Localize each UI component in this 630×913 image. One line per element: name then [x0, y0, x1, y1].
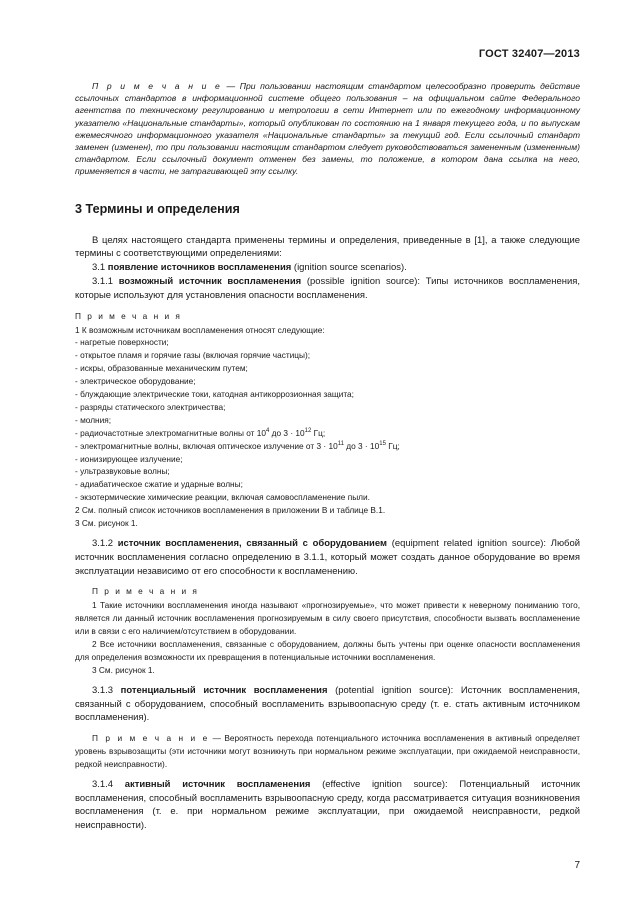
- notes-label: П р и м е ч а н и я: [92, 586, 199, 597]
- list-item: - искры, образованные механическим путем;: [75, 363, 248, 374]
- exponent: 4: [265, 428, 270, 434]
- term-name: источник воспламенения, связанный с оборудованием: [117, 538, 387, 550]
- list-item-optic: [75, 440, 580, 453]
- exponent: 11: [337, 440, 344, 447]
- note-3: [75, 732, 580, 771]
- list-item: - адиабатическое сжатие и ударные волны;: [75, 479, 243, 490]
- list-item: - нагретые поверхности;: [75, 337, 169, 348]
- list-item: - молния;: [75, 414, 112, 425]
- document-code: ГОСТ 32407—2013: [478, 48, 580, 60]
- page-number: 7: [574, 860, 580, 871]
- exponent: 12: [304, 428, 312, 434]
- section-title: 3 Термины и определения: [75, 201, 240, 216]
- list-item: - ионизирующее излучение;: [75, 453, 183, 464]
- list-item: - открытое пламя и горячие газы (включая горячие частицы);: [75, 350, 311, 361]
- term-number: 3.1.3: [92, 684, 121, 696]
- note-label: П р и м е ч а н и е: [92, 733, 210, 744]
- text-part: до 3 · 10: [269, 427, 305, 438]
- term-name: потенциальный источник воспламенения: [120, 684, 328, 696]
- note-label: П р и м е ч а н и е: [92, 81, 222, 91]
- text-part: - электромагнитные волны, включая оптическое излучение от 3 · 10: [75, 440, 338, 451]
- text-part: Гц;: [385, 440, 400, 451]
- term-3-1-1: [75, 275, 580, 303]
- list-item: - ультразвуковые волны;: [75, 466, 170, 477]
- list-item: - разряды статического электричества;: [75, 401, 226, 412]
- exponent: 15: [379, 440, 386, 447]
- list-item: - экзотермические химические реакции, включая самовоспламенение пыли.: [75, 492, 370, 503]
- term-3-1-2: [75, 537, 580, 578]
- page-content: [75, 80, 580, 833]
- term-3-1-4: [75, 778, 580, 833]
- text-part: до 3 · 10: [343, 440, 380, 451]
- note-item: 2 См. полный список источников воспламенения в приложении В и таблице В.1.: [75, 505, 386, 516]
- term-definition: (ignition source scenarios).: [291, 262, 407, 274]
- term-definition: (possible ignition source): Типы источников воспламенения, которые используют для установления опасности воспламенения.: [75, 276, 580, 301]
- note-item: 1 Такие источники воспламенения иногда называют «прогнозируемые», что может привести к неверному пониманию того, является ли данный источник воспламенения прогнозируемым в силу своего присутствия, способности вызвать воспламенение или в связи с его наличием/отсутствием в оборудовании.: [75, 600, 580, 637]
- note-item: 3 См. рисунок 1.: [75, 518, 138, 529]
- term-name: активный источник воспламенения: [124, 778, 311, 790]
- list-item-radio: [75, 427, 580, 440]
- note-item: 1 К возможным источникам воспламенения относят следующие:: [75, 324, 325, 335]
- text-part: Гц;: [311, 427, 326, 438]
- note-text: — При пользовании настоящим стандартом целесообразно проверить действие ссылочных стандартов в информационной системе общего пользования – на официальном сайте Федерального агентства по техническому регулированию и метрологии в сети Интернет или по ежегодному информационному указателю «Национальные стандарты», который опубликован по состоянию на 1 января текущего года, и по выпускам ежемесячного информационного указателя «Национальные стандарты» за текущий год. Если ссылочный стандарт заменен (изменен), то при пользовании настоящим стандартом следует руководствоваться замененным (измененным) стандартом. Если ссылочный документ отменен без замены, то положение, в котором дана ссылка на него, применяется в части, не затрагивающей эту ссылку.: [75, 81, 580, 177]
- intro-paragraph: В целях настоящего стандарта применены термины и определения, приведенные в [1], а также следующие термины с соответствующими определениями:: [75, 234, 580, 260]
- list-item: - блуждающие электрические токи, катодная антикоррозионная защита;: [75, 389, 354, 400]
- term-number: 3.1.4: [92, 778, 125, 790]
- term-name: появление источников воспламенения: [107, 262, 292, 274]
- notes-block-2: [75, 585, 580, 676]
- term-name: возможный источник воспламенения: [118, 276, 302, 288]
- term-number: 3.1: [92, 262, 108, 274]
- text-part: - радиочастотные электромагнитные волны от 10: [75, 427, 266, 438]
- section-body: [75, 234, 580, 303]
- term-number: 3.1.2: [92, 538, 118, 550]
- notes-label: П р и м е ч а н и я: [75, 310, 182, 321]
- notes-block-1: [75, 310, 580, 530]
- term-number: 3.1.1: [92, 276, 119, 288]
- note-item: 2 Все источники воспламенения, связанные с оборудованием, должны быть учтены при оценке опасности воспламенения для определения возможности их превращения в потенциальные источники воспламенения.: [75, 639, 580, 662]
- note-text: — Вероятность перехода потенциального источника воспламенения в активный определяет уровень взрывозащиты (эти источники могут возникнуть при нормальном режиме эксплуатации, при ожидаемой неисправности, редкой неисправности).: [75, 733, 580, 769]
- note-item: 3 См. рисунок 1.: [92, 664, 155, 675]
- term-3-1: [75, 261, 580, 275]
- list-item: - электрическое оборудование;: [75, 376, 196, 387]
- term-definition: (effective ignition source): Потенциальный источник воспламенения, способный воспламенить взрывоопасную среду, когда рассматривается ситуация возникновения воспламенения (т. е. при нормальном режиме эксплуатации, при ожидаемой неисправности, редкой неисправности).: [75, 778, 581, 832]
- intro-note: [75, 80, 580, 178]
- term-definition: (equipment related ignition source): Любой источник воспламенения согласно определению в 3.1.1, который может создать данное оборудование во время эксплуатации независимо от его способности к воспламенению.: [75, 538, 580, 577]
- term-3-1-3: [75, 684, 580, 725]
- term-definition: (potential ignition source): Источник воспламенения, связанный с оборудованием, способный воспламенить взрывоопасную среду (т. е. стать активным источником воспламенения).: [75, 684, 580, 724]
